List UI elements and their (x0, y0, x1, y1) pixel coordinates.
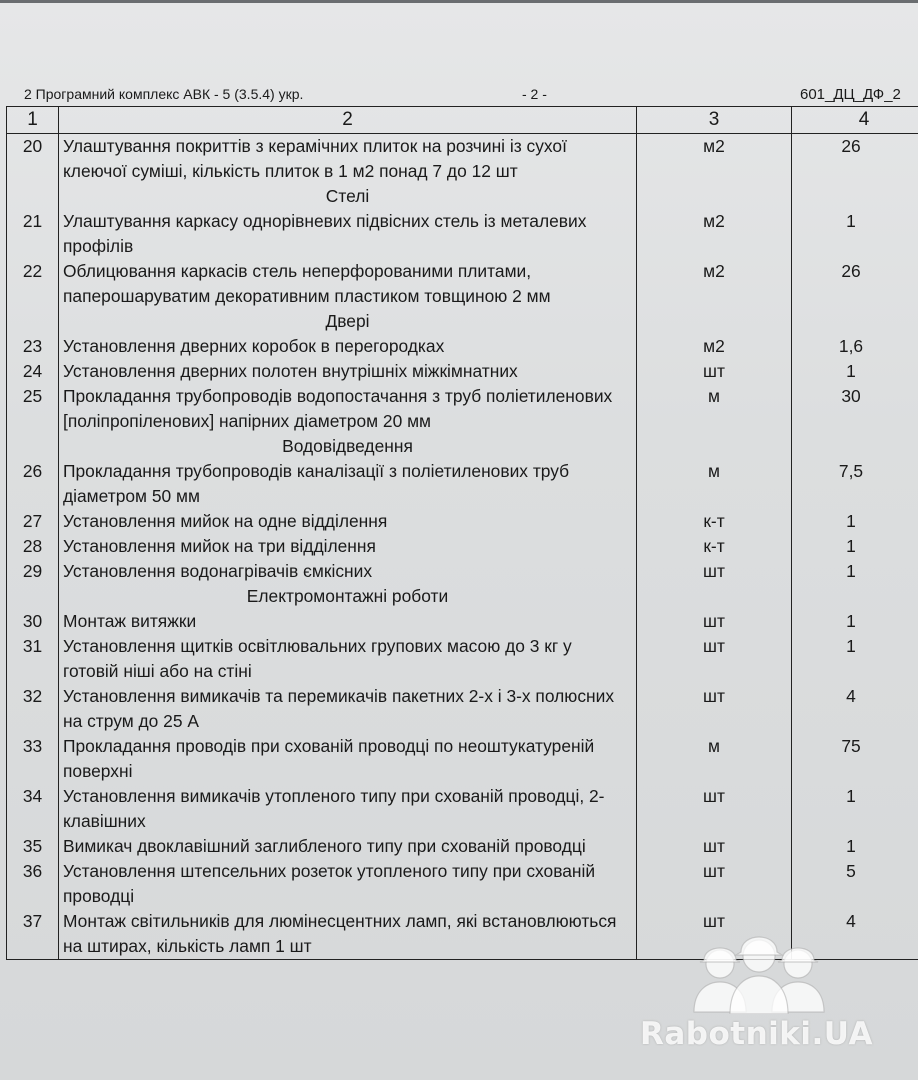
column-header-1: 1 (7, 107, 59, 134)
row-number: 33 (7, 734, 59, 784)
unit-of-measure: м2 (637, 209, 792, 259)
quantity: 75 (792, 734, 918, 784)
quantity: 1 (792, 209, 918, 259)
column-header-2: 2 (59, 107, 637, 134)
work-description: Монтаж світильників для люмінесцентних ламп, які встановлюються на штирах, кількість ламп 1 шт (59, 909, 637, 960)
row-number: 28 (7, 534, 59, 559)
watermark (640, 928, 890, 1058)
section-title-cell (59, 434, 637, 459)
table-row (7, 359, 918, 384)
work-description: Установлення мийок на одне відділення (59, 509, 637, 534)
table-row (7, 134, 918, 185)
table-row (7, 384, 918, 434)
estimate-rows (7, 134, 918, 960)
table-row (7, 859, 918, 909)
quantity: 4 (792, 909, 918, 960)
header-document-code: 601_ДЦ_ДФ_2 (800, 86, 901, 103)
row-number: 36 (7, 859, 59, 909)
section-qty-cell (792, 584, 918, 609)
quantity: 1 (792, 534, 918, 559)
column-header-4: 4 (792, 107, 918, 134)
table-row (7, 734, 918, 784)
table-row (7, 834, 918, 859)
quantity: 1,6 (792, 334, 918, 359)
table-row (7, 684, 918, 734)
table-row (7, 534, 918, 559)
quantity: 7,5 (792, 459, 918, 509)
table-row (7, 559, 918, 584)
header-page-number: - 2 - (522, 86, 547, 102)
section-qty-cell (792, 184, 918, 209)
work-description: Прокладання проводів при схованій проводці по неоштукатуреній поверхні (59, 734, 637, 784)
section-num-cell (7, 184, 59, 209)
quantity: 1 (792, 834, 918, 859)
work-description: Прокладання трубопроводів водопостачання з труб поліетиленових [поліпропіленових] напірних діаметром 20 мм (59, 384, 637, 434)
work-description: Улаштування каркасу однорівневих підвісних стель із металевих профілів (59, 209, 637, 259)
table-row (7, 209, 918, 259)
unit-of-measure: шт (637, 859, 792, 909)
section-row (7, 584, 918, 609)
quantity: 26 (792, 259, 918, 309)
unit-of-measure: шт (637, 684, 792, 734)
unit-of-measure: к-т (637, 534, 792, 559)
unit-of-measure: шт (637, 359, 792, 384)
header-program-name: 2 Програмний комплекс АВК - 5 (3.5.4) укр. (24, 86, 304, 102)
section-title-cell (59, 309, 637, 334)
row-number: 35 (7, 834, 59, 859)
quantity: 1 (792, 559, 918, 584)
workers-helmets-icon (684, 928, 834, 1014)
section-title: Двері (325, 311, 370, 331)
row-number: 31 (7, 634, 59, 684)
work-description: Монтаж витяжки (59, 609, 637, 634)
section-unit-cell (637, 584, 792, 609)
work-description: Установлення щитків освітлювальних групових масою до 3 кг у готовій ніші або на стіні (59, 634, 637, 684)
row-number: 24 (7, 359, 59, 384)
section-title: Стелі (325, 186, 370, 206)
column-number-row (7, 107, 918, 134)
quantity: 30 (792, 384, 918, 434)
work-description: Установлення дверних полотен внутрішніх міжкімнатних (59, 359, 637, 384)
quantity: 1 (792, 509, 918, 534)
row-number: 23 (7, 334, 59, 359)
row-number: 21 (7, 209, 59, 259)
unit-of-measure: шт (637, 559, 792, 584)
work-description: Улаштування покриттів з керамічних плиток на розчині із сухої клеючої суміші, кількість плиток в 1 м2 понад 7 до 12 шт (59, 134, 637, 185)
quantity: 5 (792, 859, 918, 909)
table-row (7, 509, 918, 534)
section-unit-cell (637, 184, 792, 209)
work-description: Облицювання каркасів стель неперфорованими плитами, паперошаруватим декоративним пластиком товщиною 2 мм (59, 259, 637, 309)
unit-of-measure: к-т (637, 509, 792, 534)
work-description: Установлення мийок на три відділення (59, 534, 637, 559)
unit-of-measure: шт (637, 834, 792, 859)
unit-of-measure: шт (637, 609, 792, 634)
row-number: 34 (7, 784, 59, 834)
unit-of-measure: м (637, 734, 792, 784)
section-row (7, 184, 918, 209)
section-title: Електромонтажні роботи (246, 586, 449, 606)
quantity: 1 (792, 784, 918, 834)
work-description: Вимикач двоклавішний заглибленого типу при схованій проводці (59, 834, 637, 859)
unit-of-measure: шт (637, 909, 792, 960)
work-description: Установлення вимикачів утопленого типу при схованій проводці, 2-клавішних (59, 784, 637, 834)
work-description: Установлення дверних коробок в перегородках (59, 334, 637, 359)
row-number: 26 (7, 459, 59, 509)
table-row (7, 609, 918, 634)
estimate-table (6, 106, 918, 960)
unit-of-measure: м (637, 384, 792, 434)
unit-of-measure: шт (637, 784, 792, 834)
table-row (7, 784, 918, 834)
table-row (7, 459, 918, 509)
section-title-cell (59, 184, 637, 209)
work-description: Установлення вимикачів та перемикачів пакетних 2-х і 3-х полюсних на струм до 25 А (59, 684, 637, 734)
row-number: 25 (7, 384, 59, 434)
row-number: 27 (7, 509, 59, 534)
unit-of-measure: шт (637, 634, 792, 684)
section-num-cell (7, 584, 59, 609)
quantity: 1 (792, 609, 918, 634)
row-number: 32 (7, 684, 59, 734)
quantity: 4 (792, 684, 918, 734)
row-number: 29 (7, 559, 59, 584)
row-number: 30 (7, 609, 59, 634)
section-qty-cell (792, 434, 918, 459)
work-description: Прокладання трубопроводів каналізації з поліетиленових труб діаметром 50 мм (59, 459, 637, 509)
work-description: Установлення штепсельних розеток утопленого типу при схованій проводці (59, 859, 637, 909)
section-num-cell (7, 309, 59, 334)
section-row (7, 309, 918, 334)
row-number: 22 (7, 259, 59, 309)
table-row (7, 634, 918, 684)
unit-of-measure: м2 (637, 134, 792, 185)
quantity: 26 (792, 134, 918, 185)
section-unit-cell (637, 309, 792, 334)
column-header-3: 3 (637, 107, 792, 134)
row-number: 20 (7, 134, 59, 185)
row-number: 37 (7, 909, 59, 960)
section-qty-cell (792, 309, 918, 334)
quantity: 1 (792, 634, 918, 684)
section-num-cell (7, 434, 59, 459)
work-description: Установлення водонагрівачів ємкісних (59, 559, 637, 584)
quantity: 1 (792, 359, 918, 384)
table-row (7, 334, 918, 359)
section-unit-cell (637, 434, 792, 459)
table-row (7, 259, 918, 309)
section-title-cell (59, 584, 637, 609)
unit-of-measure: м (637, 459, 792, 509)
screen-edge-divider (0, 0, 918, 3)
section-row (7, 434, 918, 459)
unit-of-measure: м2 (637, 334, 792, 359)
page-header (24, 86, 918, 106)
watermark-brand-text: Rabotniki.UA (640, 1016, 874, 1052)
section-title: Водовідведення (282, 436, 413, 456)
unit-of-measure: м2 (637, 259, 792, 309)
